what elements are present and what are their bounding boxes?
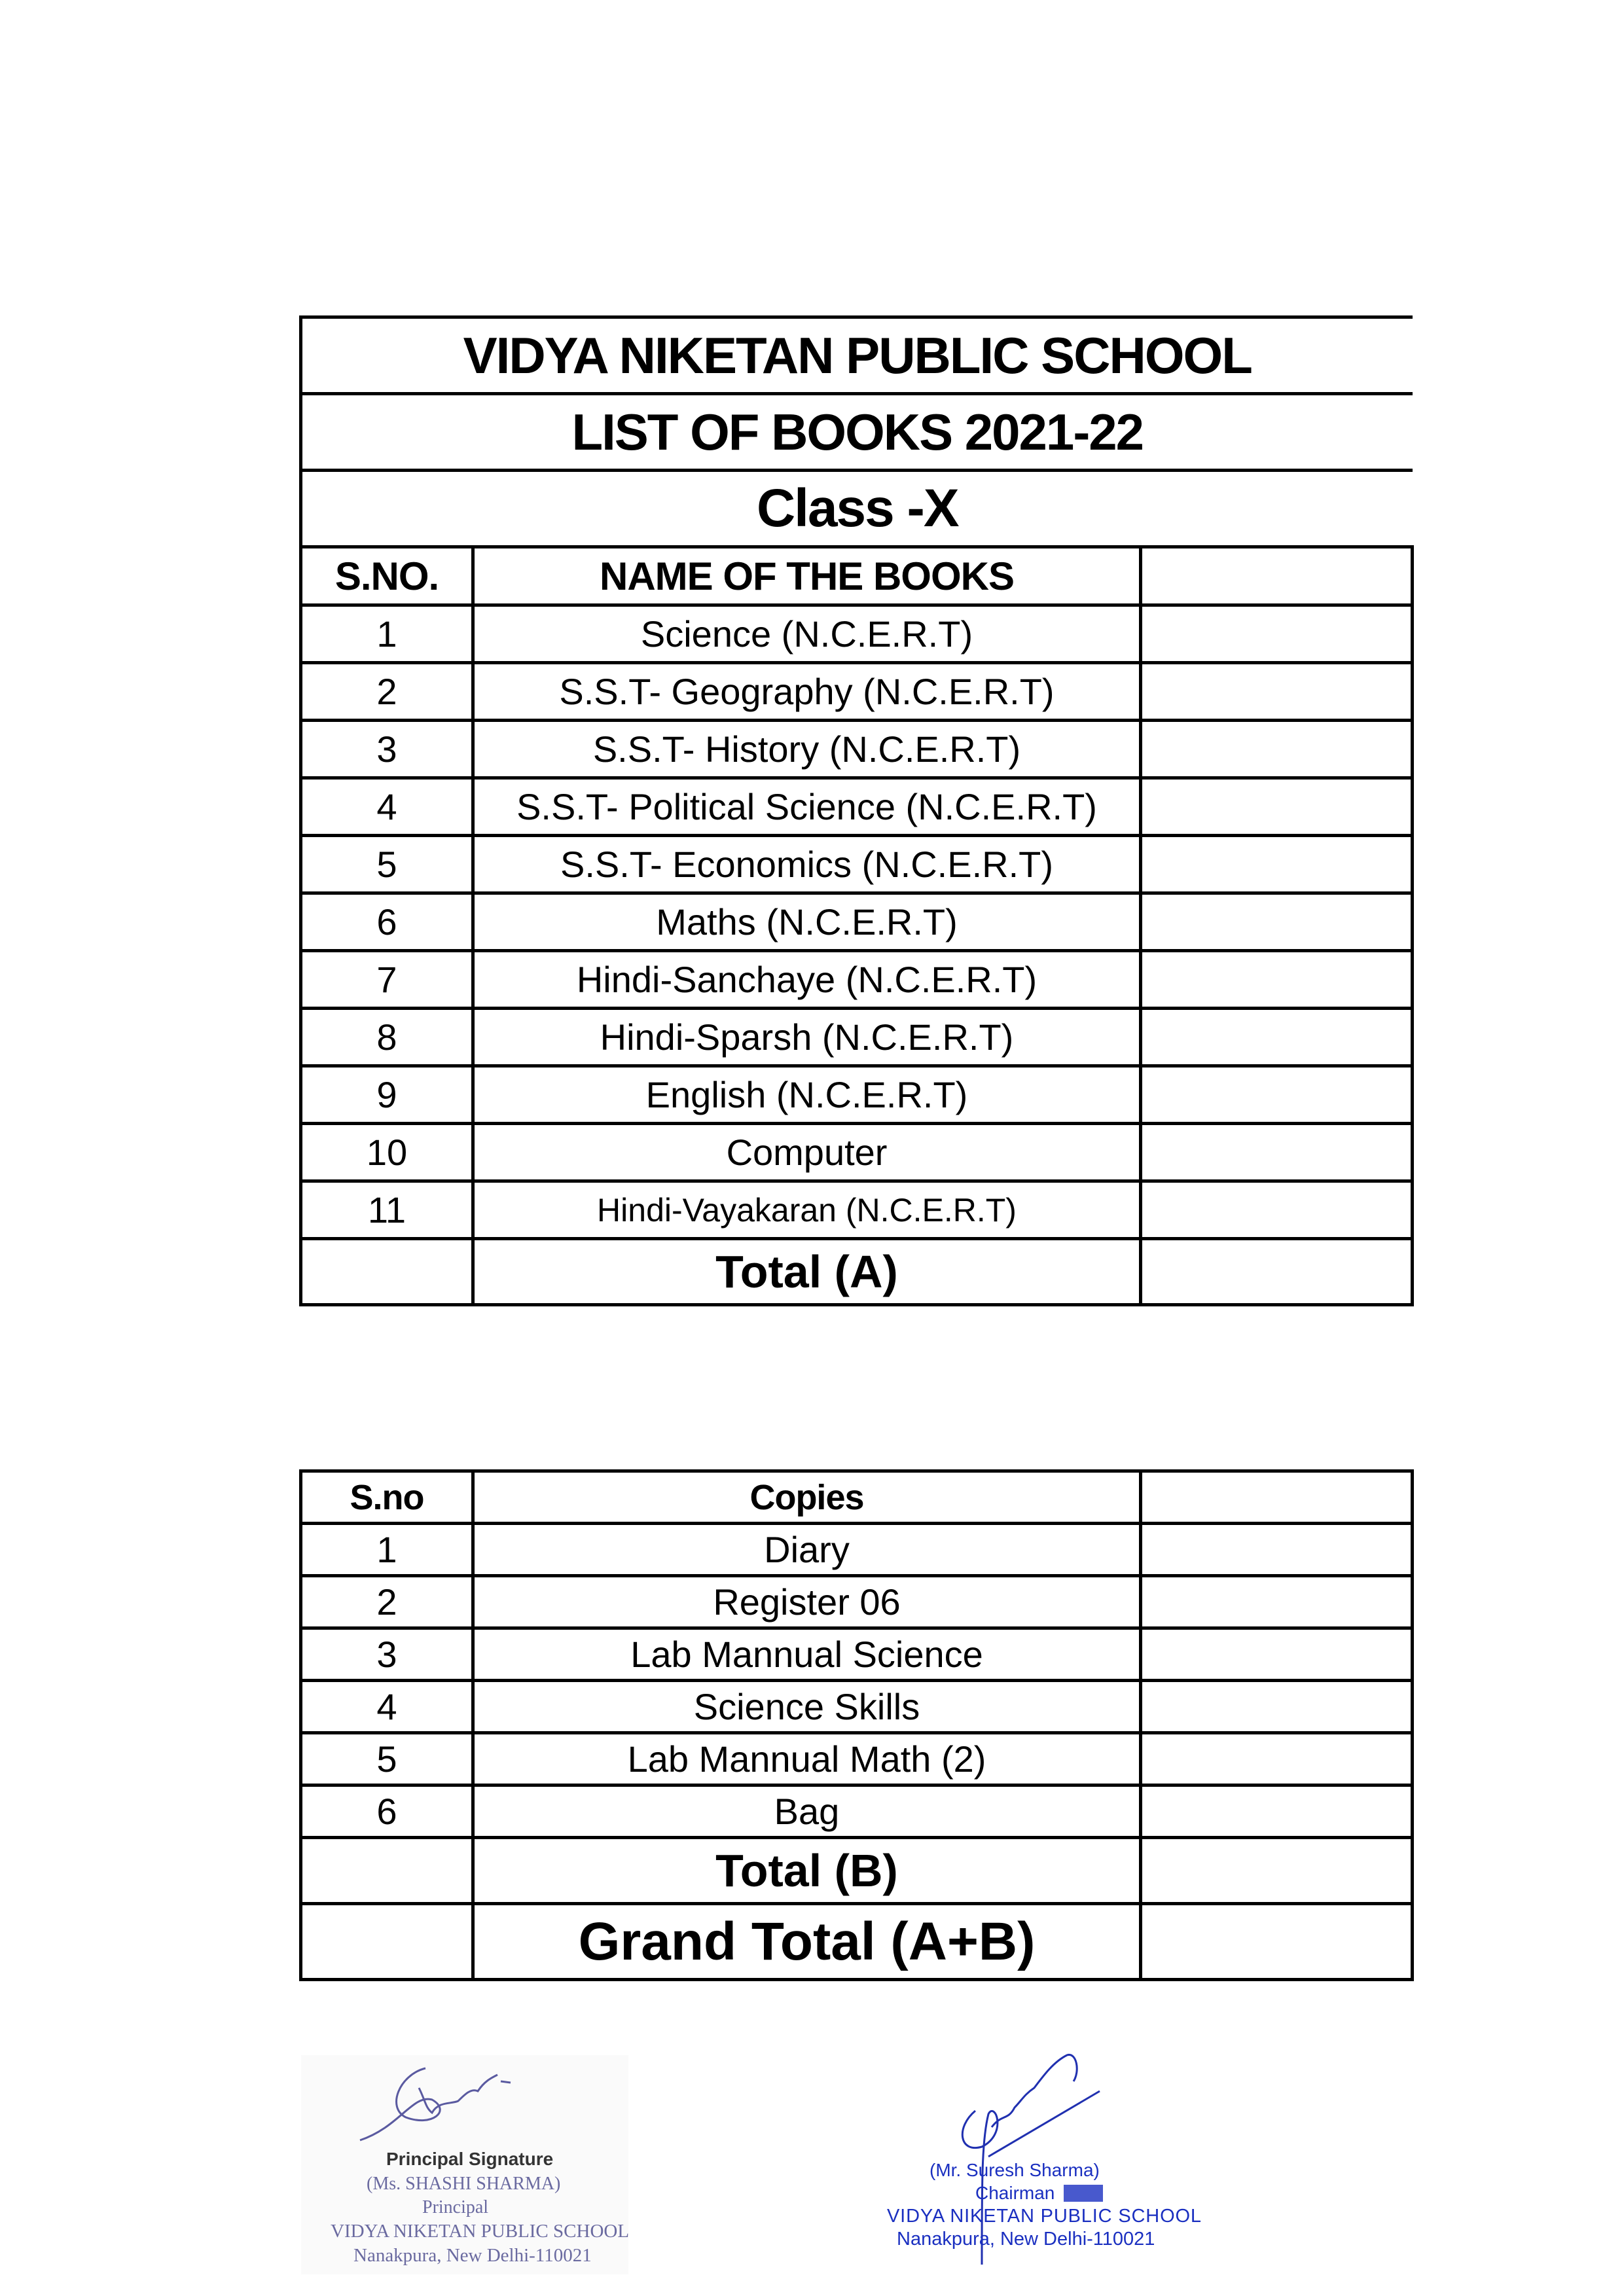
copy-name-cell: Lab Mannual Math (2) [473,1733,1141,1785]
col-sno: S.NO. [301,547,473,605]
table-row [301,605,1413,663]
table-row [301,663,1413,721]
book-name-cell: Hindi-Vayakaran (N.C.E.R.T) [473,1181,1141,1239]
copy-name-cell: Lab Mannual Science [473,1628,1141,1681]
book-name-cell: S.S.T- Geography (N.C.E.R.T) [473,663,1141,721]
copy-name-cell: Science Skills [473,1681,1141,1733]
blank-cell [1141,1124,1413,1181]
table-row [301,1733,1413,1785]
table-row [301,951,1413,1009]
col-name: NAME OF THE BOOKS [473,547,1141,605]
total-a-value [1141,1239,1413,1305]
book-name-cell: Hindi-Sanchaye (N.C.E.R.T) [473,951,1141,1009]
chairman-stamp-address: Nanakpura, New Delhi-110021 [897,2229,1155,2250]
grand-total-value [1141,1904,1413,1980]
books-table [299,315,1414,1306]
copies-header-row [301,1471,1413,1524]
sno-cell: 4 [301,1681,473,1733]
sno-cell: 2 [301,1576,473,1628]
blank-cell [1141,1681,1413,1733]
sno-cell: 1 [301,1524,473,1576]
sno-cell: 2 [301,663,473,721]
blank-cell [1141,1628,1413,1681]
blank-cell [1141,1066,1413,1124]
copy-name-cell: Diary [473,1524,1141,1576]
table-row [301,1576,1413,1628]
col-blank [1141,547,1413,605]
blank-cell [1141,951,1413,1009]
sno-cell: 3 [301,721,473,778]
grand-total-label: Grand Total (A+B) [473,1904,1141,1980]
sno-cell: 1 [301,605,473,663]
sno-cell: 9 [301,1066,473,1124]
sno-cell: 5 [301,836,473,893]
copies-table [299,1469,1414,1981]
blank-cell [1141,1733,1413,1785]
class-label: Class -X [301,471,1413,547]
table-row [301,1066,1413,1124]
ink-smudge [1064,2185,1103,2202]
total-b-value [1141,1838,1413,1904]
total-b-label: Total (B) [473,1838,1141,1904]
book-name-cell: S.S.T- Political Science (N.C.E.R.T) [473,778,1141,836]
table-row [301,1681,1413,1733]
book-name-cell: English (N.C.E.R.T) [473,1066,1141,1124]
blank-cell [1141,663,1413,721]
col-copies: Copies [473,1471,1141,1524]
school-name: VIDYA NIKETAN PUBLIC SCHOOL [301,317,1413,394]
principal-stamp-title: Principal [422,2197,489,2217]
principal-stamp-name: (Ms. SHASHI SHARMA) [367,2174,561,2194]
grand-total-row [301,1904,1413,1980]
sno-cell: 4 [301,778,473,836]
book-name-cell: S.S.T- Economics (N.C.E.R.T) [473,836,1141,893]
sno-cell: 5 [301,1733,473,1785]
blank-cell [1141,893,1413,951]
principal-stamp-school: VIDYA NIKETAN PUBLIC SCHOOL [331,2221,630,2242]
list-title: LIST OF BOOKS 2021-22 [301,394,1413,471]
chairman-signature-stamp [877,2036,1204,2271]
blank-cell [301,1904,473,1980]
table-row [301,1009,1413,1066]
table-row [301,893,1413,951]
total-a-label: Total (A) [473,1239,1141,1305]
table-row [301,778,1413,836]
sno-cell: 8 [301,1009,473,1066]
sno-cell: 6 [301,1785,473,1838]
col-sno: S.no [301,1471,473,1524]
total-a-row [301,1239,1413,1305]
principal-stamp-address: Nanakpura, New Delhi-110021 [353,2245,592,2266]
table-row [301,1124,1413,1181]
blank-cell [1141,721,1413,778]
col-blank [1141,1471,1413,1524]
blank-cell [1141,605,1413,663]
table-row [301,1785,1413,1838]
blank-cell [1141,1524,1413,1576]
book-name-cell: Maths (N.C.E.R.T) [473,893,1141,951]
chairman-stamp-title: Chairman [975,2183,1055,2203]
books-header-row [301,547,1413,605]
sno-cell: 10 [301,1124,473,1181]
table-row [301,1524,1413,1576]
blank-cell [1141,778,1413,836]
sno-cell: 7 [301,951,473,1009]
principal-signature-stamp [301,2049,655,2278]
sno-cell: 11 [301,1181,473,1239]
book-name-cell: Science (N.C.E.R.T) [473,605,1141,663]
copy-name-cell: Bag [473,1785,1141,1838]
sno-cell: 6 [301,893,473,951]
total-b-row [301,1838,1413,1904]
copy-name-cell: Register 06 [473,1576,1141,1628]
blank-cell [1141,1576,1413,1628]
blank-cell [1141,836,1413,893]
book-name-cell: Computer [473,1124,1141,1181]
table-row [301,1181,1413,1239]
chairman-stamp-school: VIDYA NIKETAN PUBLIC SCHOOL [887,2206,1201,2227]
table-row [301,1628,1413,1681]
blank-cell [301,1239,473,1305]
principal-signature-caption: Principal Signature [386,2149,554,2169]
book-name-cell: Hindi-Sparsh (N.C.E.R.T) [473,1009,1141,1066]
blank-cell [1141,1009,1413,1066]
blank-cell [1141,1181,1413,1239]
sno-cell: 3 [301,1628,473,1681]
book-name-cell: S.S.T- History (N.C.E.R.T) [473,721,1141,778]
table-row [301,836,1413,893]
blank-cell [301,1838,473,1904]
chairman-stamp-name: (Mr. Suresh Sharma) [929,2160,1100,2180]
blank-cell [1141,1785,1413,1838]
table-row [301,721,1413,778]
